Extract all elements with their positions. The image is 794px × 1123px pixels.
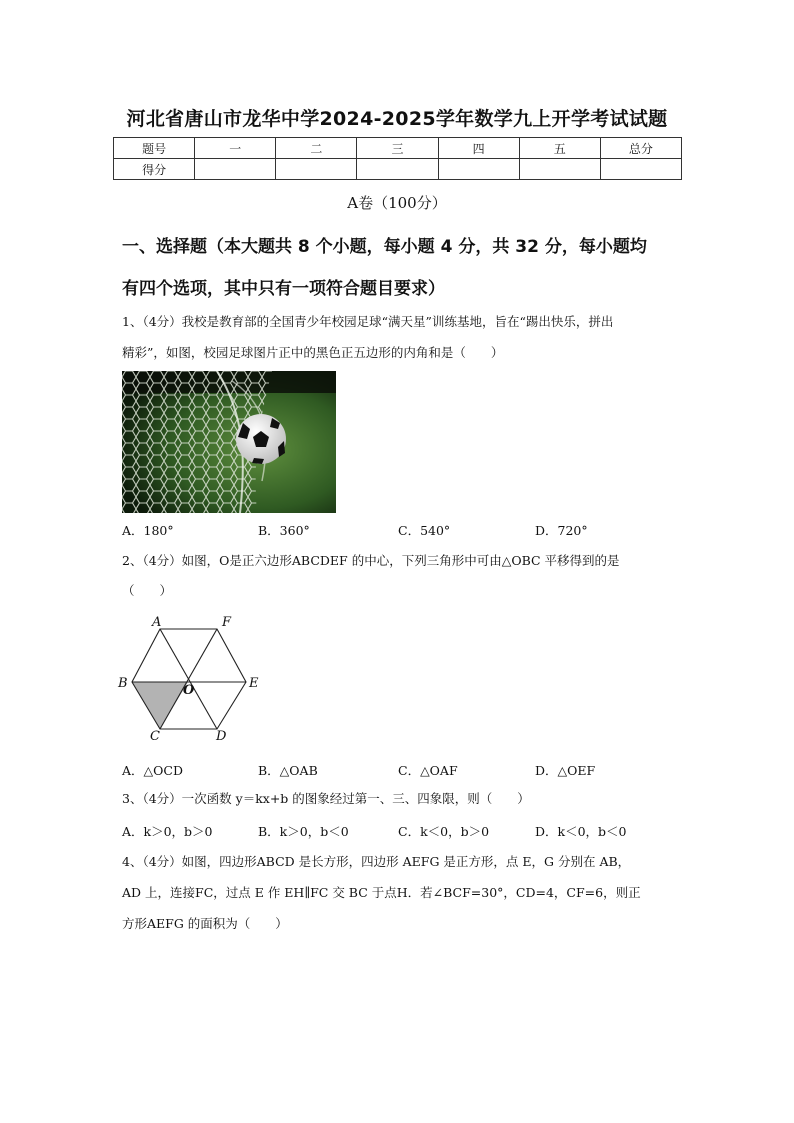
hex-label-e: E [249,676,259,691]
exam-title: 河北省唐山市龙华中学2024-2025学年数学九上开学考试试题 [126,108,668,130]
score-table-header-cell: 二 [276,138,357,159]
paper-a-label: A卷（100分） [347,194,447,212]
q2-option-c[interactable]: C．△OAF [398,763,458,778]
soccer-ball-photo [122,371,336,513]
score-cell [276,159,357,180]
shaded-triangle-obc [132,682,188,729]
q4-text-line3: 方形AEFG 的面积为（ ） [122,916,288,931]
score-row-label: 得分 [114,159,195,180]
hexagon-figure [115,612,275,747]
score-cell [600,159,681,180]
score-cell [519,159,600,180]
score-table-score-row [114,159,682,180]
score-cell [357,159,438,180]
q4-text-line1: 4、（4分）如图，四边形ABCD 是长方形，四边形 AEFG 是正方形，点 E，G 分别在 AB， [122,854,631,869]
q1-option-c[interactable]: C．540° [398,523,451,538]
score-table [113,137,682,180]
hex-label-a: A [152,615,162,630]
q2-option-b[interactable]: B．△OAB [258,763,318,778]
hex-label-f: F [222,615,232,630]
score-table-header-row [114,138,682,159]
q1-text-line1: 1、（4分）我校是教育部的全国青少年校园足球“满天星”训练基地，旨在“踢出快乐，拼出 [122,314,614,329]
hex-label-c: C [150,729,160,744]
section-heading-line1: 一、选择题（本大题共 8 个小题，每小题 4 分，共 32 分，每小题均 [122,237,647,257]
q2-text-line1: 2、（4分）如图，O是正六边形ABCDEF 的中心，下列三角形中可由△OBC 平移得到的是 [122,553,620,568]
score-table-header-cell: 五 [519,138,600,159]
hex-label-o: O [183,683,195,698]
q1-option-b[interactable]: B．360° [258,523,310,538]
q4-text-line2: AD 上，连接FC，过点 E 作 EH∥FC 交 BC 于点H．若∠BCF=30°，CD=4，CF=6，则正 [122,885,641,900]
q3-option-d[interactable]: D．k＜0，b＜0 [535,824,627,839]
q2-option-d[interactable]: D．△OEF [535,763,596,778]
score-table-header-cell: 题号 [114,138,195,159]
hex-label-d: D [216,729,227,744]
score-cell [438,159,519,180]
q3-text-line1: 3、（4分）一次函数 y＝kx+b 的图象经过第一、三、四象限，则（ ） [122,791,530,806]
score-table-header-cell: 一 [195,138,276,159]
q2-text-line2: （ ） [122,583,173,598]
q1-option-a[interactable]: A．180° [122,523,174,538]
hex-label-b: B [118,676,128,691]
q2-option-a[interactable]: A．△OCD [122,763,183,778]
q3-option-c[interactable]: C．k＜0，b＞0 [398,824,490,839]
q1-text-line2: 精彩”，如图，校园足球图片正中的黑色正五边形的内角和是（ ） [122,345,504,360]
q1-option-d[interactable]: D．720° [535,523,588,538]
section-heading-line2: 有四个选项，其中只有一项符合题目要求） [122,279,445,299]
score-table-header-cell: 总分 [600,138,681,159]
score-table-header-cell: 三 [357,138,438,159]
q3-option-b[interactable]: B．k＞0，b＜0 [258,824,349,839]
score-cell [195,159,276,180]
q3-option-a[interactable]: A．k＞0，b＞0 [122,824,213,839]
score-table-header-cell: 四 [438,138,519,159]
